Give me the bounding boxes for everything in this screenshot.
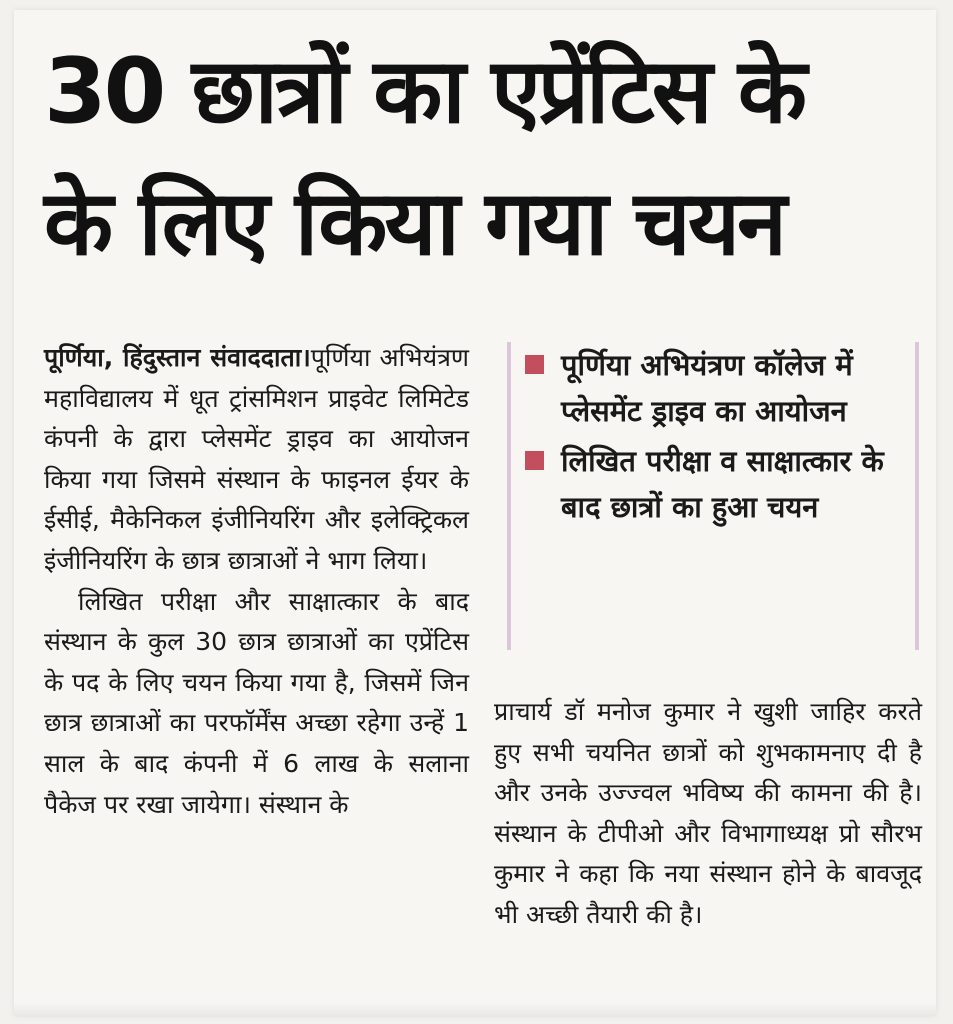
headline-line-1: 30 छात्रों का एप्रेंटिस के — [44, 39, 805, 144]
left-column — [44, 338, 469, 825]
headline-line-2: के लिए किया गया चयन — [44, 171, 784, 276]
left-paragraph-2: लिखित परीक्षा और साक्षात्कार के बाद संस्थान के कुल 30 छात्र छात्राओं का एप्रेंटिस के पद के लिए चयन किया गया है, जिसमें जिन छात्र छात्राओं का परफॉर्मेंस अच्छा रहेगा उन्हें 1 साल के बाद कंपनी में 6 लाख के सलाना पैकेज पर रखा जायेगा। संस्थान के — [44, 586, 469, 819]
highlight-item — [511, 438, 915, 530]
highlight-text: लिखित परीक्षा व साक्षात्कार के बाद छात्रों का हुआ चयन — [561, 444, 884, 524]
right-column — [494, 692, 922, 936]
highlight-text: पूर्णिया अभियंत्रण कॉलेज में प्लेसमेंट ड्राइव का आयोजन — [561, 348, 853, 428]
newspaper-clipping — [14, 10, 936, 1016]
right-paragraph: प्राचार्य डॉ मनोज कुमार ने खुशी जाहिर करते हुए सभी चयनित छात्रों को शुभकामनाए दी है और उनके उज्ज्वल भविष्य की कामना की है। संस्थान के टीपीओ और विभागाध्यक्ष प्रो सौरभ कुमार ने कहा कि नया संस्थान होने के बावजूद भी अच्छी तैयारी की है। — [494, 697, 922, 929]
highlights-box — [507, 342, 919, 650]
square-bullet-icon — [525, 355, 544, 374]
highlight-item — [511, 342, 915, 434]
headline — [44, 26, 924, 290]
dateline: पूर्णिया, हिंदुस्तान संवाददाता। — [44, 343, 311, 372]
left-paragraph-1 — [44, 338, 469, 582]
left-paragraph-1-text: पूर्णिया अभियंत्रण महाविद्यालय में धूत ट्रांसमिशन प्राइवेट लिमिटेड कंपनी के द्वारा प्लेसमेंट ड्राइव का आयोजन किया गया जिसमे संस्थान के फाइनल ईयर के ईसीई, मैकेनिकल इंजीनियरिंग और इलेक्ट्रिकल इंजीनियरिंग के छात्र छात्राओं ने भाग लिया। — [44, 343, 470, 575]
paper-edge-shadow — [14, 1002, 936, 1016]
square-bullet-icon — [525, 451, 544, 470]
